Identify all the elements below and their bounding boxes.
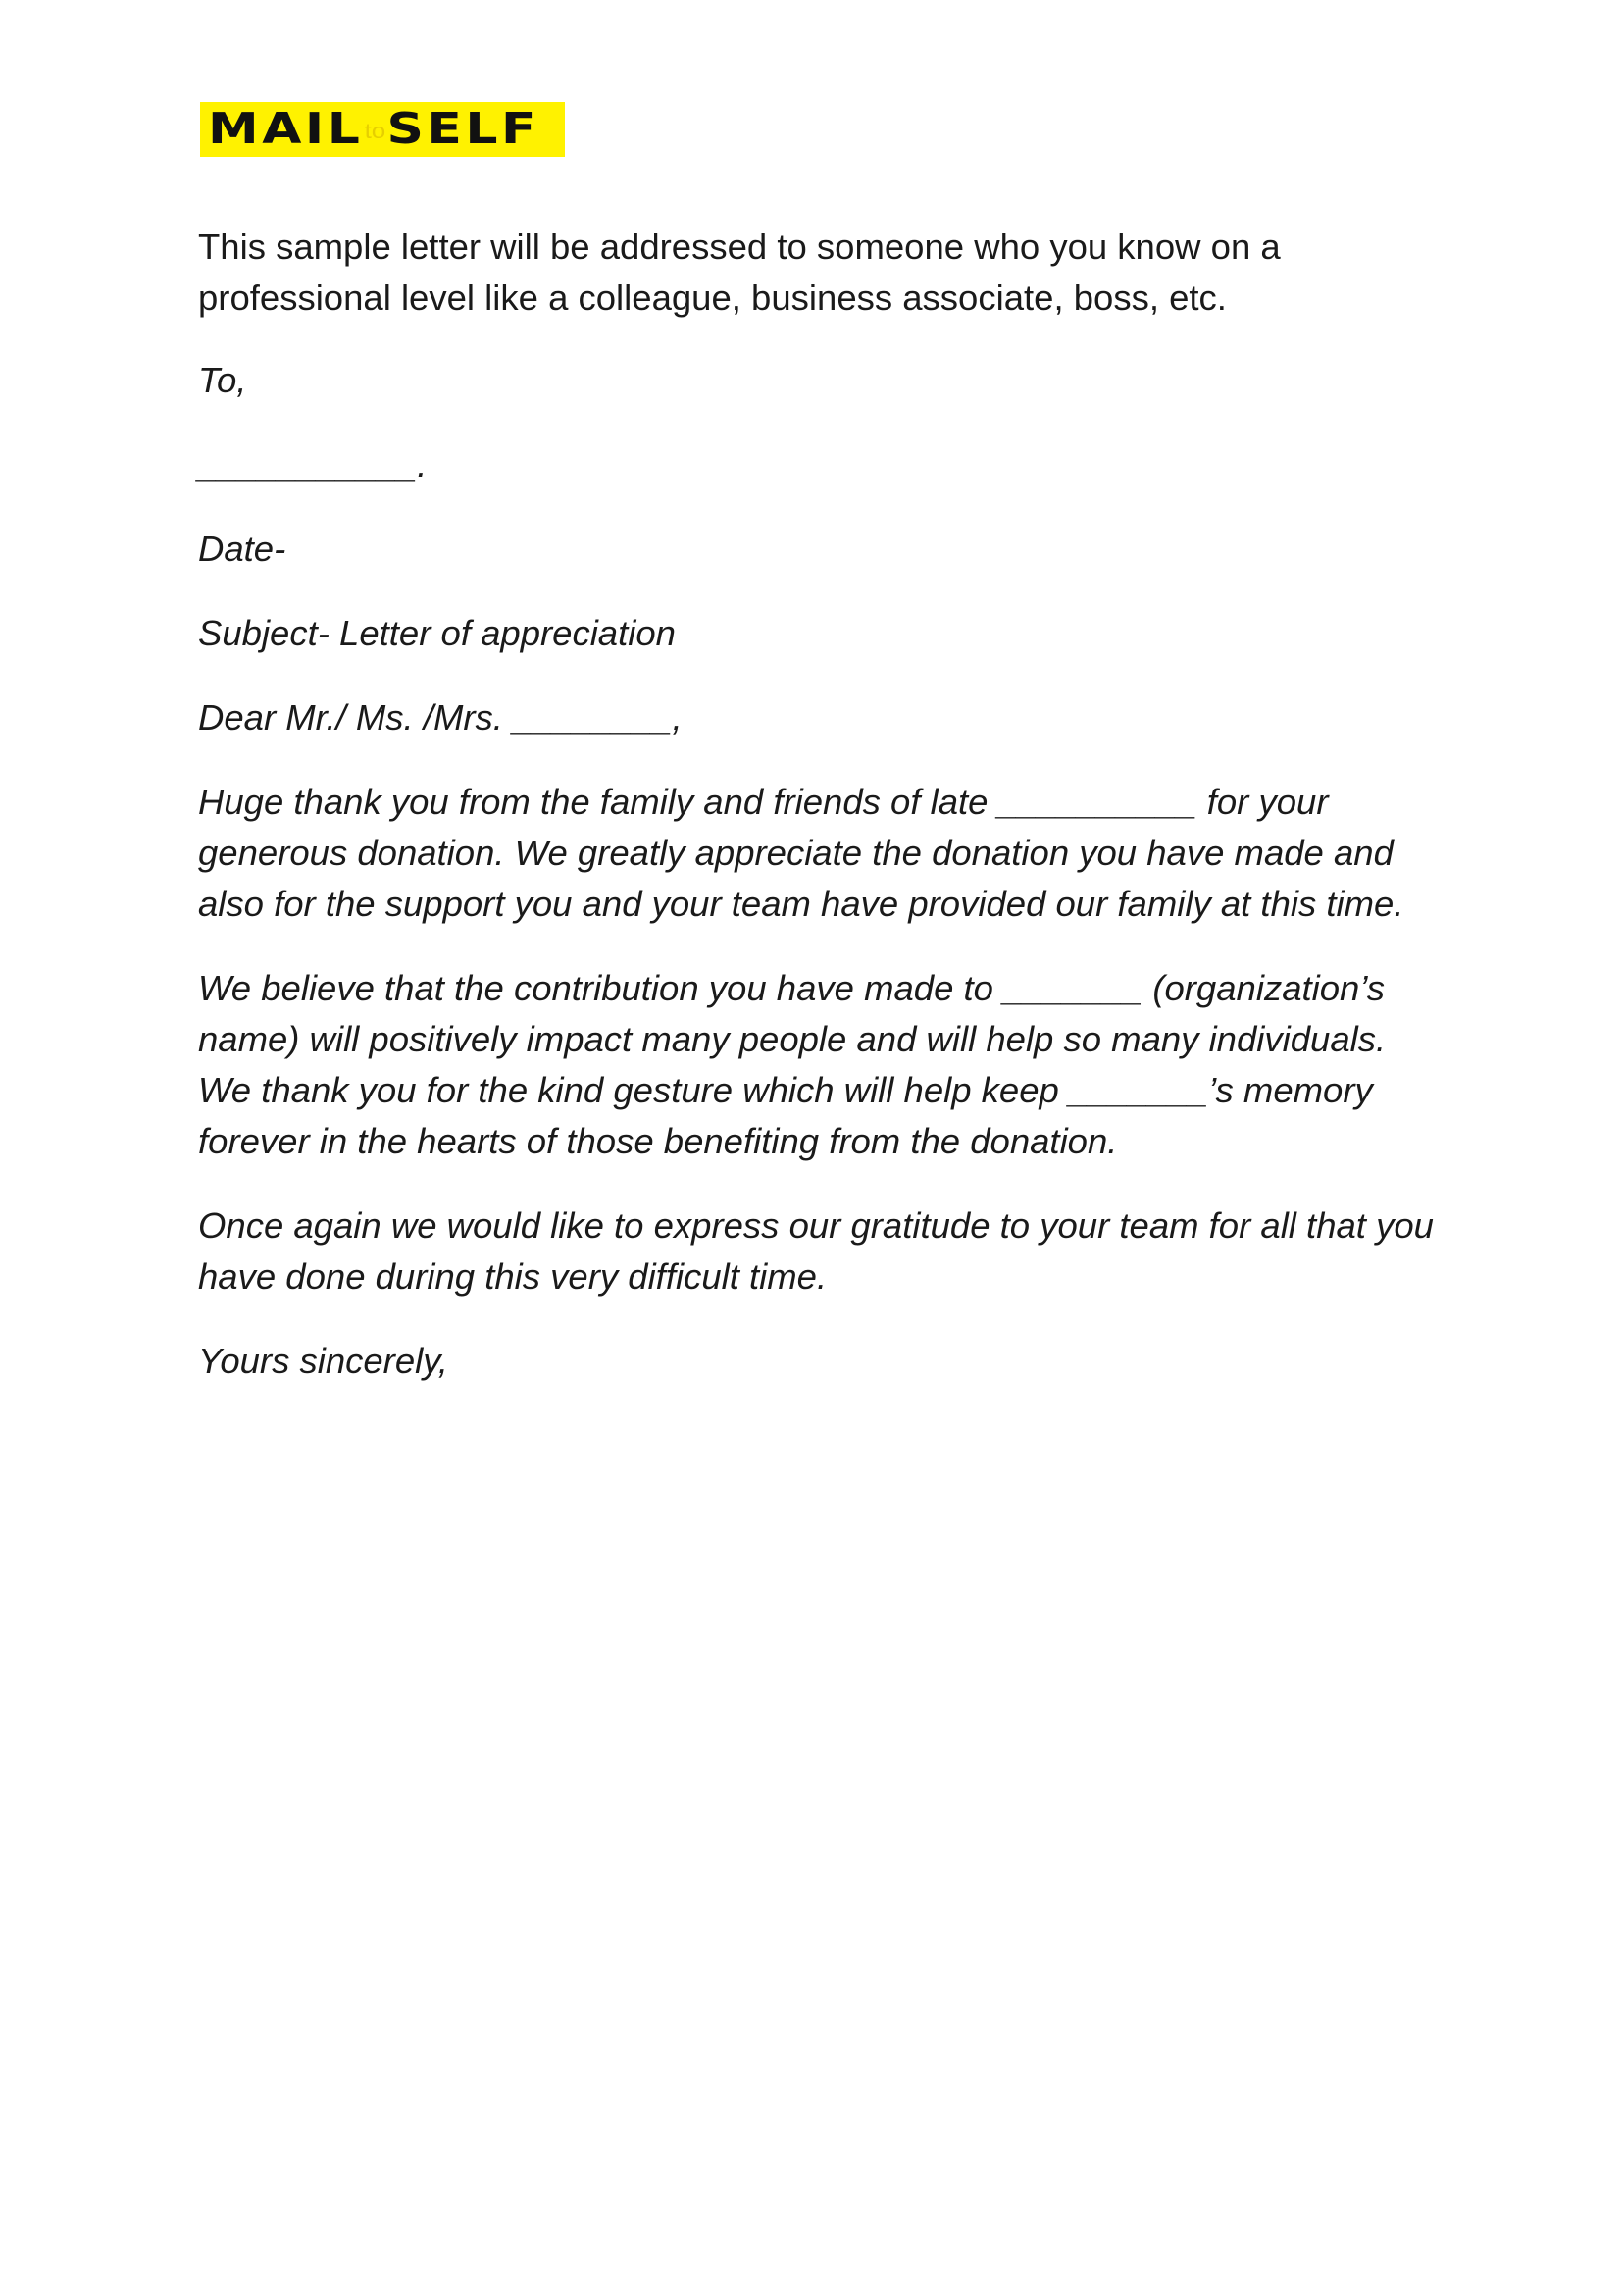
logo-wordmark — [208, 104, 540, 154]
subject-line: Subject- Letter of appreciation — [198, 613, 676, 653]
document-body — [198, 222, 1444, 1420]
logo-word-self: SELF — [386, 104, 540, 154]
letter-paragraph-3: Once again we would like to express our gratitude to your team for all that you have done during this very difficult time. — [198, 1205, 1434, 1297]
intro-paragraph: This sample letter will be addressed to someone who you know on a professional level like a colleague, business associate, boss, etc. — [198, 227, 1281, 318]
date-label: Date- — [198, 529, 286, 569]
recipient-blank: ___________. — [198, 444, 428, 484]
letter-template — [198, 355, 1444, 1387]
mailtoself-logo — [200, 102, 565, 157]
logo-word-mail: MAIL — [208, 104, 364, 154]
salutation: Dear Mr./ Ms. /Mrs. ________, — [198, 697, 683, 738]
closing-line: Yours sincerely, — [198, 1341, 448, 1381]
letter-paragraph-2: We believe that the contribution you have made to _______ (organization’s name) will positively impact many people and will help so many individuals. We thank you for the kind gesture which will help keep _______’s memory forever in the hearts of those benefiting from the donation. — [198, 968, 1387, 1161]
letter-paragraph-1: Huge thank you from the family and friends of late __________ for your generous donation. We greatly appreciate the donation you have made and also for the support you and your team have provided our family at this time. — [198, 782, 1404, 924]
logo-word-to: to — [364, 119, 386, 143]
to-label: To, — [198, 360, 247, 400]
